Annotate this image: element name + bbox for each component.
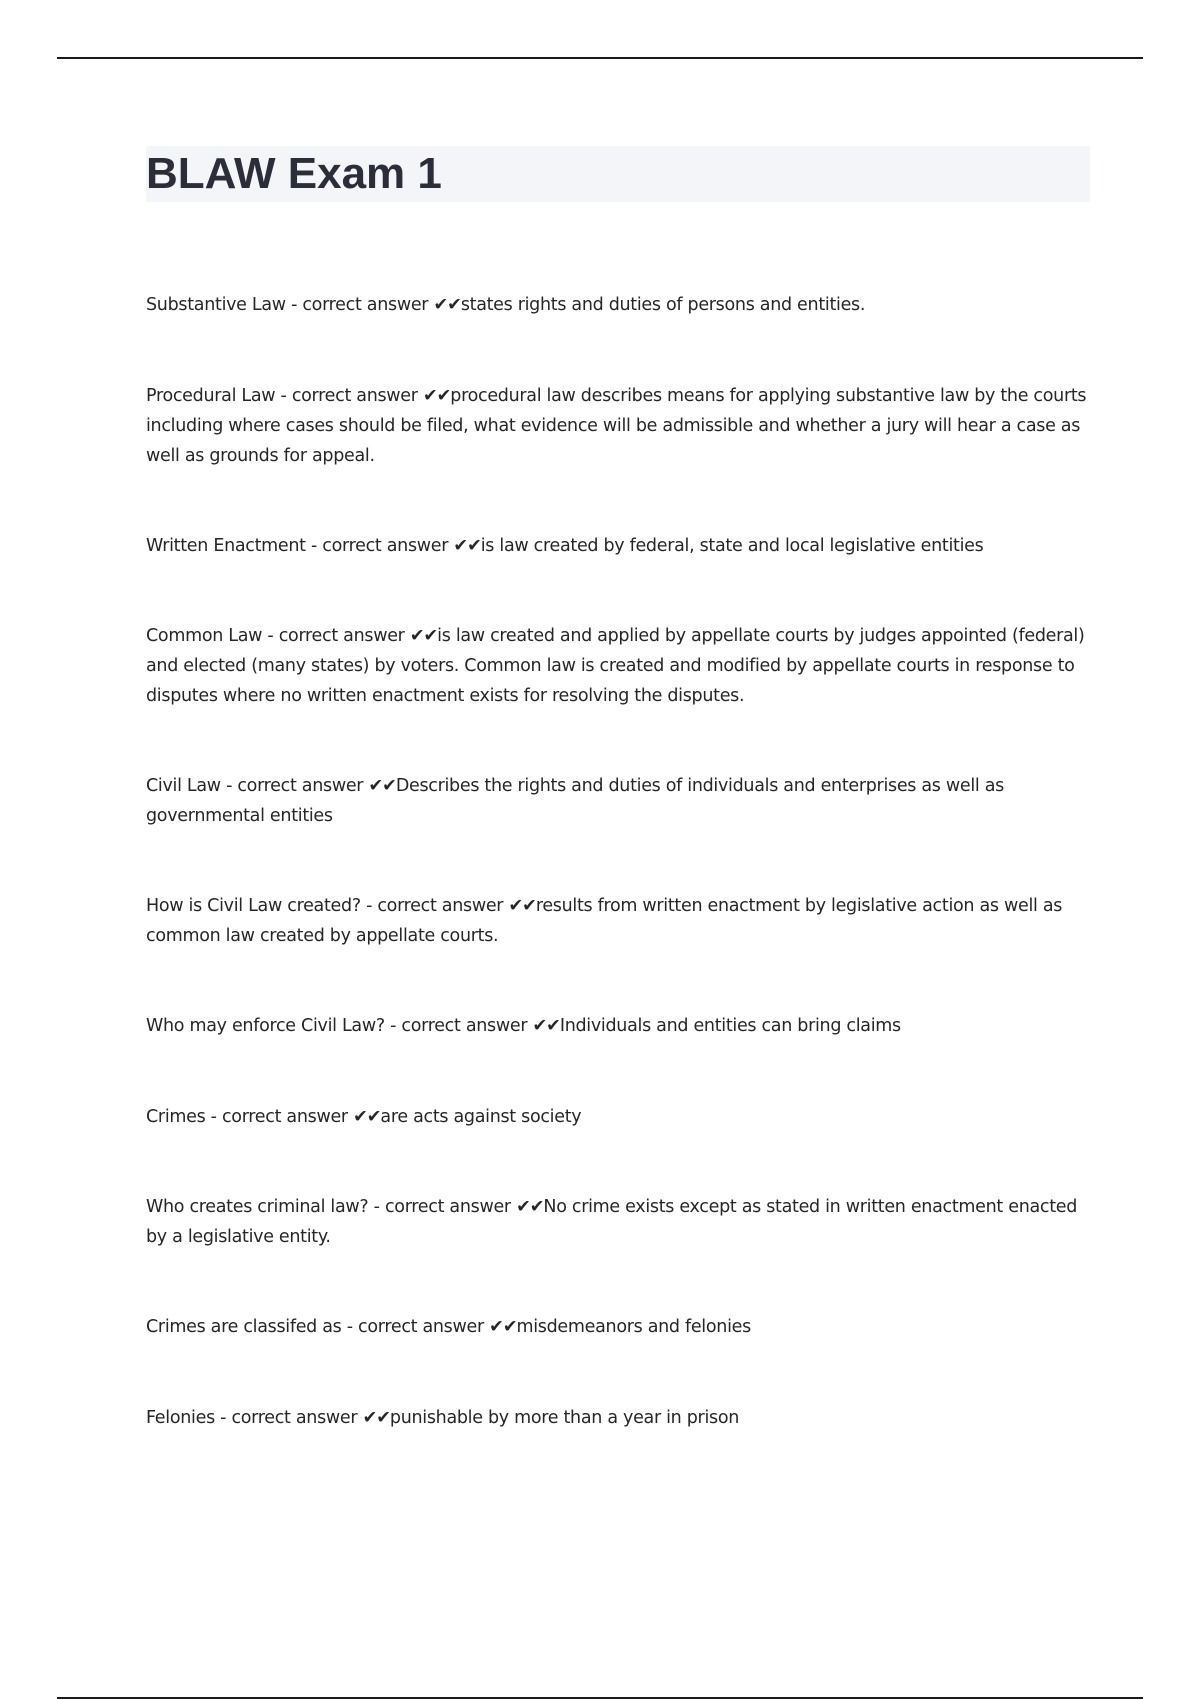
double-check-icon: ✔✔ [532,1016,560,1036]
qa-answer: punishable by more than a year in prison [389,1408,740,1428]
qa-answer-label: correct answer [302,295,429,315]
qa-term: Civil Law [146,776,221,796]
qa-separator: - [384,1016,402,1036]
bottom-rule [57,1697,1143,1699]
qa-answer-label: correct answer [358,1317,484,1337]
double-check-icon: ✔✔ [353,1107,381,1127]
qa-item-procedural-law [146,381,1090,471]
qa-term: Felonies [146,1408,215,1428]
qa-item-who-enforces-civil-law [146,1011,1090,1041]
double-check-icon: ✔✔ [422,386,451,406]
qa-item-crimes [146,1102,1090,1132]
qa-answer: are acts against society [380,1107,582,1127]
document-title: BLAW Exam 1 [146,149,442,198]
qa-answer: No crime exists except as stated in written enactment enacted by a legislative entity. [146,1197,1078,1247]
qa-answer: misdemeanors and felonies [516,1317,751,1337]
qa-answer-label: correct answer [384,1197,511,1217]
qa-answer-label: correct answer [221,1107,348,1127]
qa-separator: - [285,295,303,315]
double-check-icon: ✔✔ [368,776,396,796]
double-check-icon: ✔✔ [516,1197,544,1217]
double-check-icon: ✔✔ [409,626,438,646]
qa-answer: Individuals and entities can bring claims [559,1016,901,1036]
qa-term: Common Law [146,626,263,646]
qa-separator: - [305,536,323,556]
qa-separator: - [262,626,279,646]
qa-answer: results from written enactment by legislative action as well as common law created by appellate courts. [146,896,1063,946]
qa-separator: - [214,1408,232,1428]
qa-term: Crimes [146,1107,206,1127]
top-rule [57,57,1143,59]
qa-item-civil-law [146,771,1090,831]
qa-term: Who may enforce Civil Law? [146,1016,385,1036]
qa-item-how-civil-law-created [146,891,1090,951]
qa-item-substantive-law [146,290,1090,320]
qa-answer: is law created by federal, state and local legislative entities [480,536,984,556]
qa-answer: states rights and duties of persons and entities. [460,295,866,315]
qa-answer: Describes the rights and duties of individuals and enterprises as well as governmental entities [146,776,1004,826]
qa-answer-label: correct answer [231,1408,358,1428]
qa-term: Crimes are classifed as [146,1317,342,1337]
qa-answer-label: correct answer [237,776,364,796]
qa-term: How is Civil Law created? [146,896,361,916]
qa-separator: - [205,1107,222,1127]
qa-separator: - [220,776,238,796]
qa-term: Who creates criminal law? [146,1197,369,1217]
qa-answer-label: correct answer [401,1016,528,1036]
qa-answer-label: correct answer [291,386,418,406]
double-check-icon: ✔✔ [453,536,481,556]
double-check-icon: ✔✔ [489,1317,517,1337]
qa-term: Written Enactment [146,536,306,556]
qa-term: Substantive Law [146,295,286,315]
qa-separator: - [360,896,378,916]
double-check-icon: ✔✔ [433,295,461,315]
qa-item-written-enactment [146,531,1090,561]
qa-item-felonies [146,1403,1090,1433]
double-check-icon: ✔✔ [508,896,536,916]
qa-separator: - [368,1197,385,1217]
qa-item-crimes-classified [146,1312,1090,1342]
qa-separator: - [341,1317,359,1337]
qa-answer: procedural law describes means for applying substantive law by the courts including where cases should be filed, what evidence will be admissible and whether a jury will hear a case as well as grounds for appeal. [146,386,1087,466]
qa-answer-label: correct answer [278,626,405,646]
double-check-icon: ✔✔ [362,1408,390,1428]
qa-item-who-creates-criminal-law [146,1192,1090,1252]
qa-answer: is law created and applied by appellate courts by judges appointed (federal) and elected (many states) by voters. Common law is created and modified by appellate courts in response to disputes where no written enactment exists for resolving the disputes. [146,626,1085,706]
qa-separator: - [275,386,292,406]
qa-item-common-law [146,621,1090,711]
qa-answer-label: correct answer [322,536,449,556]
qa-answer-label: correct answer [377,896,504,916]
qa-term: Procedural Law [146,386,276,406]
